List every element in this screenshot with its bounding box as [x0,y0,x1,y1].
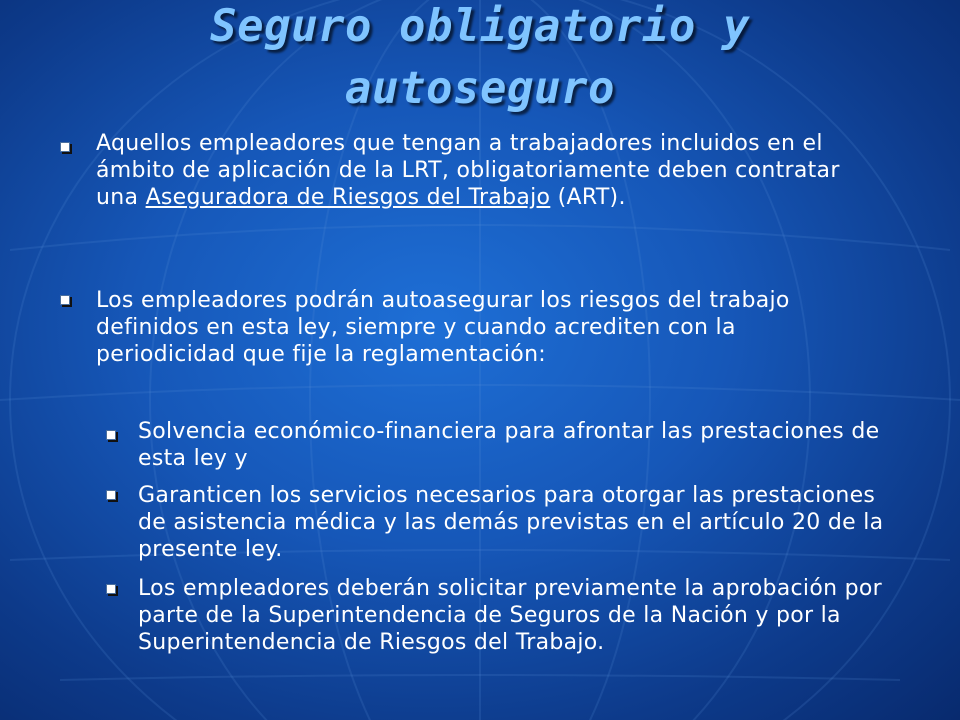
square-bullet-icon [106,490,116,500]
art-link[interactable]: Aseguradora de Riesgos del Trabajo [145,185,551,210]
square-bullet-icon [60,295,70,305]
slide-title-line-2: autoseguro [345,63,615,114]
sub-bullet-text: Los empleadores deberán solicitar previamente la aprobación por parte de la Superintendencia de Seguros de la Nación y por la Superintendencia de Riesgos del Trabajo. [138,576,882,655]
slide-title-line-1: Seguro obligatorio y [210,1,750,52]
bullet-item-art [96,130,876,211]
bullet-item-autoseguro [96,287,876,368]
square-bullet-icon [106,584,116,594]
sub-bullet-item-solvencia [138,418,908,472]
bullet-text: Los empleadores podrán autoasegurar los riesgos del trabajo definidos en esta ley, siempre y cuando acrediten con la periodicidad que fije la reglamentación: [96,288,790,367]
sub-bullet-item-servicios [138,482,908,563]
bullet-text-start: Aquellos empleadores que tengan a trabajadores incluidos en el ámbito de aplicación de la LRT, obligatoriamente deben contratar una [96,131,840,210]
square-bullet-icon [60,142,70,152]
bullet-text-end: (ART). [550,185,626,210]
sub-bullet-text: Solvencia económico-financiera para afrontar las prestaciones de esta ley y [138,419,880,471]
sub-bullet-text: Garanticen los servicios necesarios para otorgar las prestaciones de asistencia médica y las demás previstas en el artículo 20 de la presente ley. [138,483,884,562]
sub-bullet-item-aprobacion [138,575,908,656]
square-bullet-icon [106,430,116,440]
